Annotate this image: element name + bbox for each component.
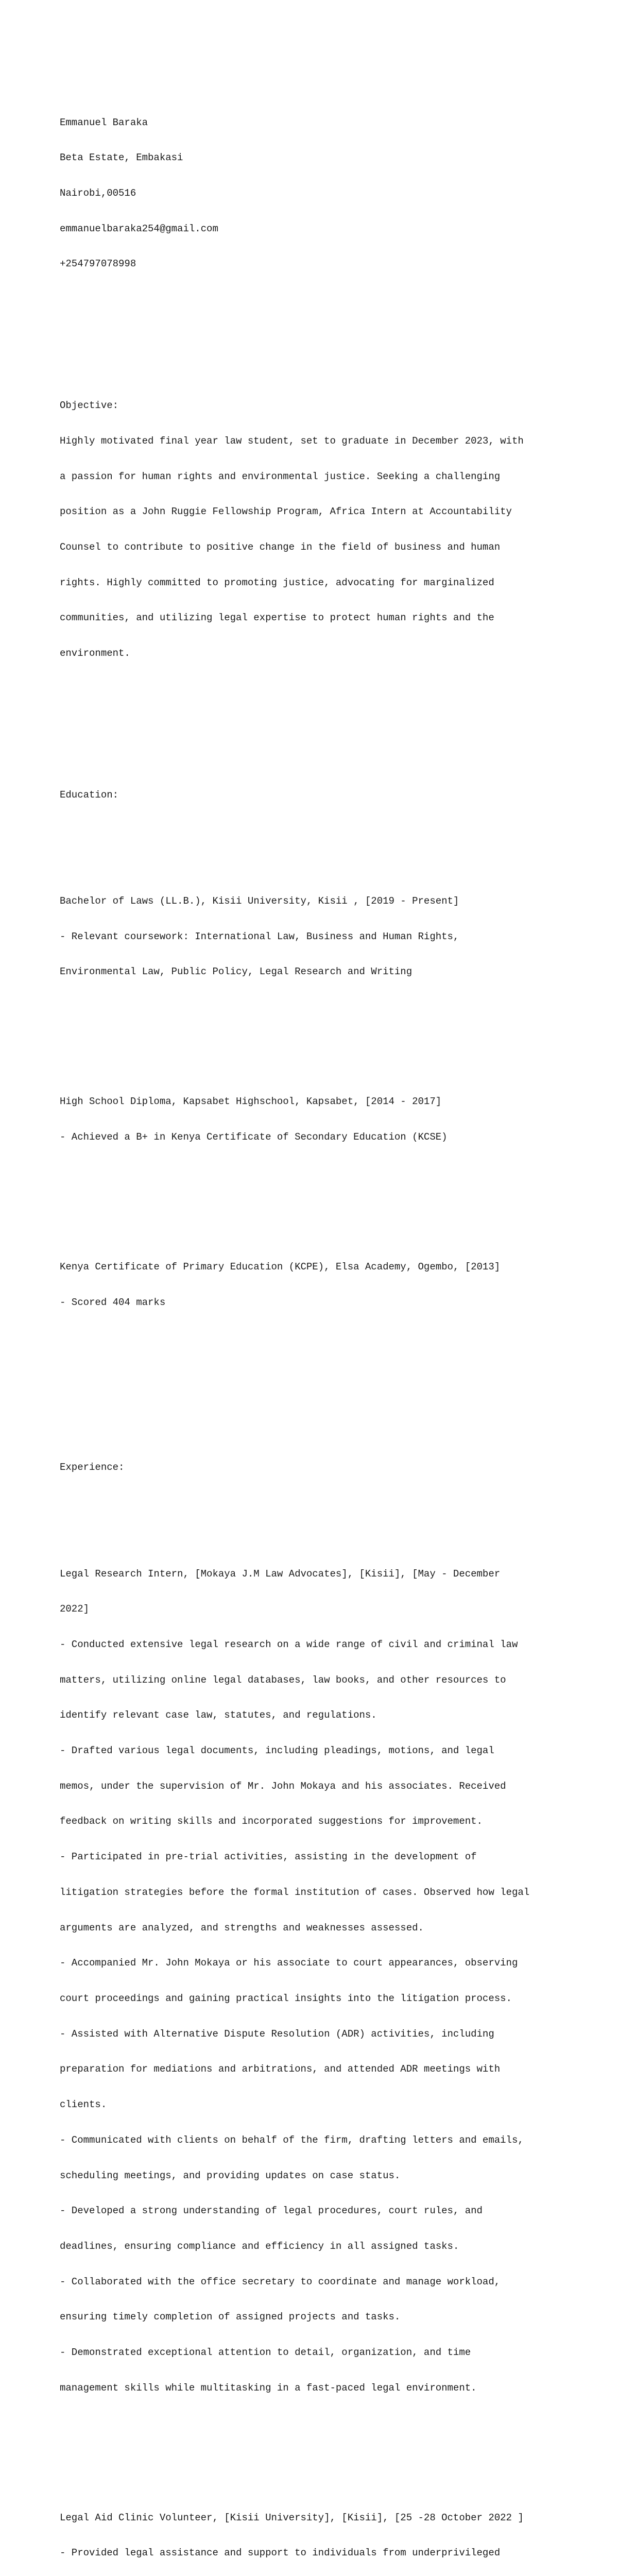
objective-section	[60, 376, 580, 683]
experience-line: - Developed a strong understanding of legal procedures, court rules, and	[60, 2205, 483, 2217]
experience-line: - Assisted with Alternative Dispute Resolution (ADR) activities, including	[60, 2028, 494, 2040]
education-line: - Scored 404 marks	[60, 1296, 166, 1308]
contact-address-line-2: Nairobi,00516	[60, 187, 136, 199]
experience-entry-legal-aid-volunteer	[60, 2488, 580, 2576]
contact-name: Emmanuel Baraka	[60, 116, 148, 128]
contact-block	[60, 93, 580, 294]
experience-line: clients.	[60, 2099, 107, 2111]
education-entry-high-school	[60, 1073, 580, 1167]
experience-line: - Conducted extensive legal research on a wide range of civil and criminal law	[60, 1638, 518, 1650]
education-line: Bachelor of Laws (LL.B.), Kisii University, Kisii , [2019 - Present]	[60, 895, 459, 907]
experience-section	[60, 1438, 580, 2576]
education-entry-primary	[60, 1238, 580, 1332]
spacer	[60, 1497, 580, 1509]
experience-line: - Collaborated with the office secretary to coordinate and manage workload,	[60, 2276, 501, 2287]
experience-line: Legal Research Intern, [Mokaya J.M Law Advocates], [Kisii], [May - December	[60, 1568, 501, 1580]
experience-line: deadlines, ensuring compliance and efficiency in all assigned tasks.	[60, 2240, 459, 2252]
spacer	[60, 1391, 580, 1403]
objective-line: Counsel to contribute to positive change in the field of business and human	[60, 541, 501, 553]
contact-address-line-1: Beta Estate, Embakasi	[60, 152, 183, 164]
objective-line: Highly motivated final year law student, set to graduate in December 2023, with	[60, 435, 524, 447]
education-line: - Achieved a B+ in Kenya Certificate of Secondary Education (KCSE)	[60, 1131, 448, 1143]
experience-line: feedback on writing skills and incorporated suggestions for improvement.	[60, 1816, 483, 1827]
education-heading: Education:	[60, 789, 119, 801]
education-section	[60, 766, 580, 1355]
experience-line: - Accompanied Mr. John Mokaya or his associate to court appearances, observing	[60, 1957, 518, 1969]
experience-line: 2022]	[60, 1603, 90, 1615]
experience-line: - Drafted various legal documents, including pleadings, motions, and legal	[60, 1745, 494, 1757]
experience-line: scheduling meetings, and providing updates on case status.	[60, 2170, 401, 2181]
experience-line: preparation for mediations and arbitrations, and attended ADR meetings with	[60, 2063, 501, 2075]
experience-line: memos, under the supervision of Mr. John Mokaya and his associates. Received	[60, 1780, 506, 1792]
education-line: High School Diploma, Kapsabet Highschool, Kapsabet, [2014 - 2017]	[60, 1096, 442, 1108]
education-entry-llb	[60, 872, 580, 1002]
education-line: Kenya Certificate of Primary Education (KCPE), Elsa Academy, Ogembo, [2013]	[60, 1261, 501, 1273]
experience-line: court proceedings and gaining practical insights into the litigation process.	[60, 1992, 512, 2004]
education-line: - Relevant coursework: International Law, Business and Human Rights,	[60, 930, 459, 942]
contact-phone: +254797078998	[60, 258, 136, 270]
spacer	[60, 1191, 580, 1202]
experience-line: identify relevant case law, statutes, and regulations.	[60, 1709, 377, 1721]
spacer	[60, 329, 580, 341]
experience-line: management skills while multitasking in a fast-paced legal environment.	[60, 2382, 477, 2394]
objective-line: communities, and utilizing legal expertise to protect human rights and the	[60, 612, 494, 624]
experience-line: - Demonstrated exceptional attention to detail, organization, and time	[60, 2347, 471, 2359]
experience-entry-research-intern	[60, 1545, 580, 2418]
spacer	[60, 719, 580, 731]
objective-heading: Objective:	[60, 400, 119, 412]
experience-heading: Experience:	[60, 1462, 125, 1473]
experience-line: arguments are analyzed, and strengths and weaknesses assessed.	[60, 1922, 424, 1934]
experience-line: - Participated in pre-trial activities, assisting in the development of	[60, 1851, 477, 1863]
spacer	[60, 1025, 580, 1037]
resume-page	[60, 58, 580, 2576]
experience-line: Legal Aid Clinic Volunteer, [Kisii University], [Kisii], [25 -28 October 2022 ]	[60, 2512, 524, 2523]
education-line: Environmental Law, Public Policy, Legal Research and Writing	[60, 966, 413, 978]
objective-line: rights. Highly committed to promoting justice, advocating for marginalized	[60, 577, 494, 588]
experience-line: litigation strategies before the formal institution of cases. Observed how legal	[60, 1886, 530, 1898]
experience-line: - Communicated with clients on behalf of the firm, drafting letters and emails,	[60, 2134, 524, 2146]
objective-line: a passion for human rights and environmental justice. Seeking a challenging	[60, 470, 501, 482]
experience-line: - Provided legal assistance and support to individuals from underprivileged	[60, 2547, 501, 2559]
spacer	[60, 825, 580, 837]
contact-email: emmanuelbaraka254@gmail.com	[60, 223, 218, 234]
experience-line: ensuring timely completion of assigned projects and tasks.	[60, 2311, 401, 2323]
objective-line: position as a John Ruggie Fellowship Program, Africa Intern at Accountability	[60, 506, 512, 518]
experience-line: matters, utilizing online legal databases, law books, and other resources to	[60, 1674, 506, 1686]
objective-line: environment.	[60, 648, 130, 659]
spacer	[60, 2441, 580, 2453]
